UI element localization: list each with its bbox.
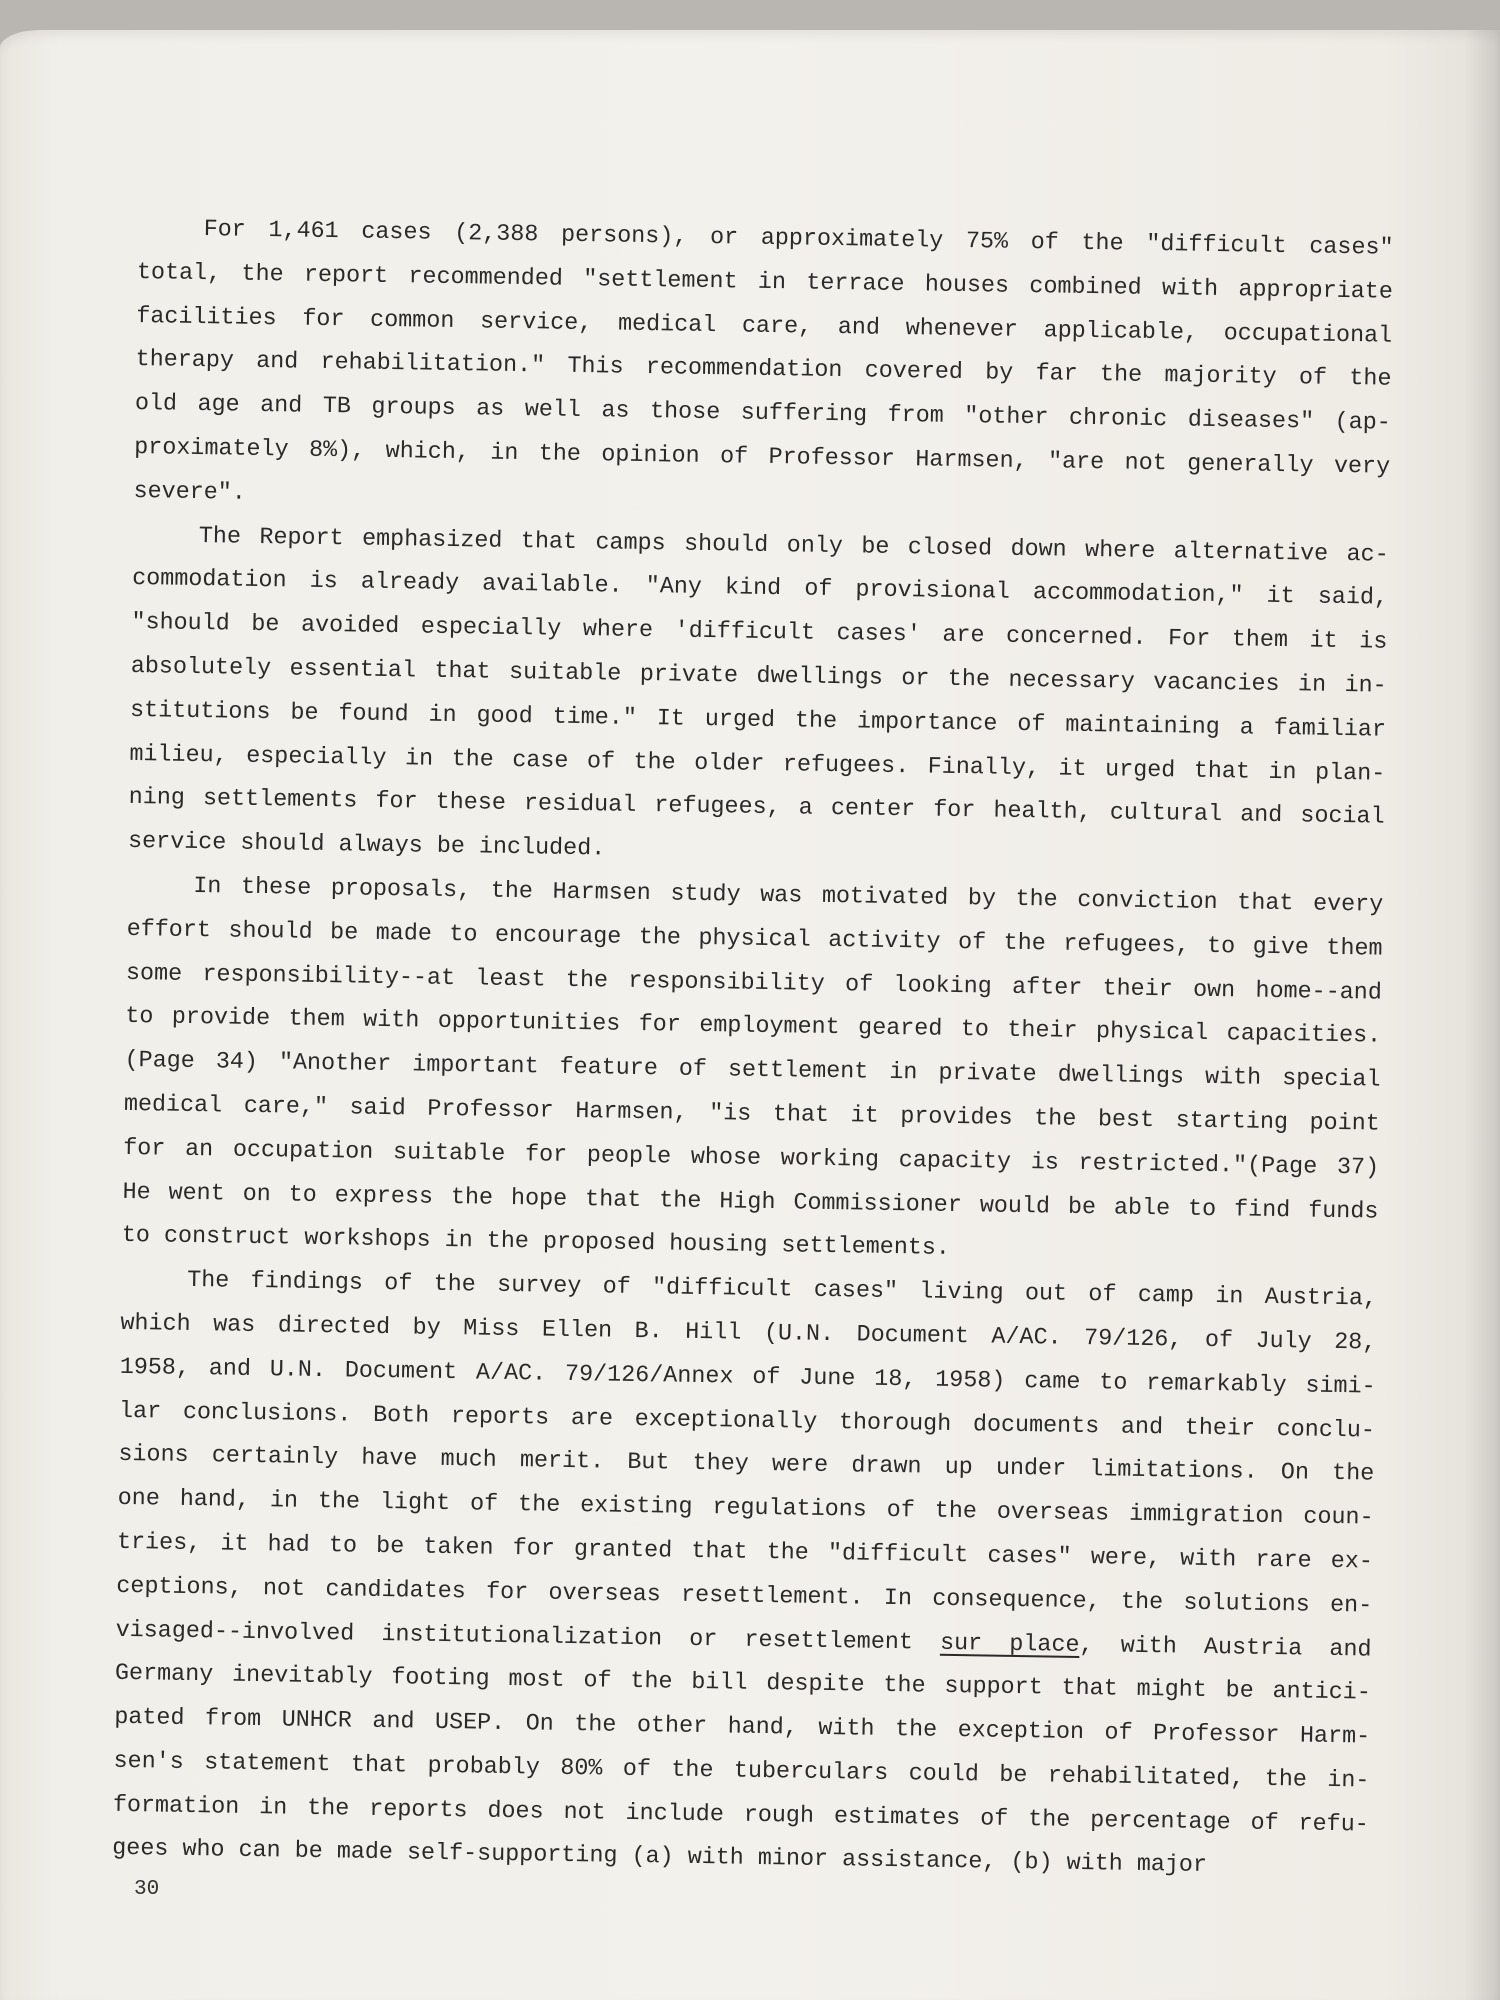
text-run: tries, it had to be taken for granted that the "difficult cases" were, with rare ex- — [116, 1529, 1374, 1576]
text-run: facilities for common service, medical care, and whenever applicable, occupational — [136, 303, 1393, 350]
text-run: total, the report recommended "settlement in terrace houses combined with appropriate — [136, 259, 1394, 306]
text-run: severe". — [133, 478, 247, 507]
text-run: for an occupation suitable for people whose working capacity is restricted."(Page 37) — [123, 1135, 1380, 1182]
text-run: visaged--involved institutionalization or resettlement — [115, 1617, 941, 1657]
text-run: sions certainly have much merit. But they were drawn up under limitations. On the — [118, 1442, 1375, 1488]
text-run: sen's statement that probably 80% of the tuberculars could be rehabilitated, the in- — [113, 1748, 1370, 1795]
text-run: ning settlements for these residual refugees, a center for health, cultural and social — [128, 785, 1385, 832]
text-run: effort should be made to encourage the physical activity of the refugees, to give them — [126, 916, 1383, 963]
text-run: He went on to express the hope that the High Commissioner would be able to find funds — [122, 1179, 1379, 1226]
text-run: therapy and rehabilitation." This recommendation covered by far the majority of the — [135, 347, 1392, 394]
text-run: medical care," said Professor Harmsen, "is that it provides the best starting point — [123, 1091, 1380, 1138]
text-run: to provide them with opportunities for employment geared to their physical capacities. — [125, 1004, 1382, 1050]
text-run: ceptions, not candidates for overseas resettlement. In consequence, the solutions en- — [116, 1573, 1373, 1620]
text-run: , with Austria and — [1079, 1632, 1372, 1664]
page-gutter-shadow — [1464, 30, 1500, 2000]
text-run: 1958, and U.N. Document A/AC. 79/126/Annex of June 18, 1958) came to remarkably simi- — [119, 1354, 1376, 1401]
underlined-phrase: sur place — [939, 1630, 1080, 1659]
text-run: commodation is already available. "Any kind of provisional accommodation," it said, — [131, 566, 1389, 613]
text-run: one hand, in the light of the existing regulations of the overseas immigration coun- — [117, 1485, 1374, 1532]
text-run: milieu, especially in the case of the older refugees. Finally, it urged that in plan- — [129, 741, 1386, 788]
text-run: to construct workshops in the proposed housing settlements. — [121, 1223, 951, 1263]
text-run: The Report emphasized that camps should only be closed down where alternative ac- — [198, 523, 1389, 569]
text-run: service should always be included. — [127, 829, 606, 863]
text-run: In these proposals, the Harmsen study was motivated by the conviction that every — [193, 873, 1384, 919]
page-number: 30 — [134, 1878, 160, 1901]
text-run: some responsibility--at least the responsibility of looking after their own home--and — [125, 960, 1383, 1007]
text-run: Germany inevitably footing most of the bill despite the support that might be antici- — [114, 1661, 1372, 1707]
text-run: "should be avoided especially where 'difficult cases' are concerned. For them it is — [131, 610, 1388, 656]
text-run: formation in the reports does not include rough estimates of the percentage of refu- — [112, 1792, 1369, 1839]
book-page — [0, 30, 1500, 2000]
text-run: For 1,461 cases (2,388 persons), or approximately 75% of the "difficult cases" — [203, 217, 1394, 262]
text-run: (Page 34) "Another important feature of settlement in private dwellings with special — [124, 1048, 1381, 1094]
text-run: The findings of the survey of "difficult cases" living out of camp in Austria, — [186, 1268, 1378, 1313]
text-run: lar conclusions. Both reports are exceptionally thorough documents and their conclu- — [118, 1398, 1376, 1445]
text-run: absolutely essential that suitable private dwellings or the necessary vacancies in in- — [130, 653, 1387, 700]
text-run: old age and TB groups as well as those suffering from "other chronic diseases" (ap- — [134, 391, 1391, 437]
text-run: stitutions be found in good time." It urged the importance of maintaining a familiar — [129, 697, 1387, 744]
text-run: which was directed by Miss Ellen B. Hill (U.N. Document A/AC. 79/126, of July 28, — [120, 1310, 1377, 1357]
text-run: pated from UNHCR and USEP. On the other hand, with the exception of Professor Harm- — [114, 1704, 1371, 1751]
text-run: gees who can be made self-supporting (a) with minor assistance, (b) with major — [112, 1836, 1208, 1880]
body-text — [112, 208, 1394, 1892]
text-run: proximately 8%), which, in the opinion of Professor Harmsen, "are not generally very — [134, 434, 1391, 481]
